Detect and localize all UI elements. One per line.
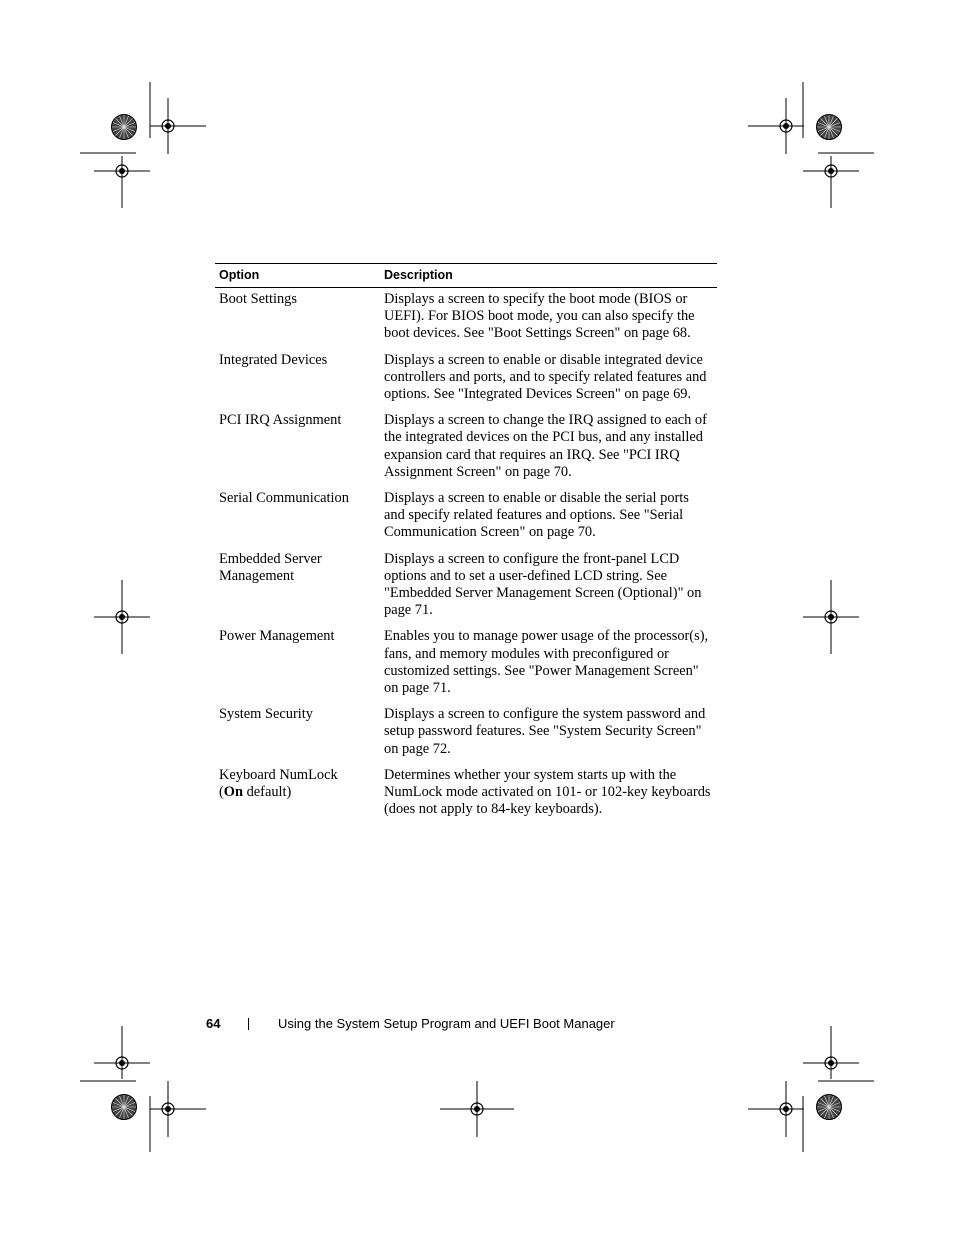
option-cell: Serial Communication xyxy=(219,490,349,507)
table-row xyxy=(215,350,717,411)
description-cell: Displays a screen to specify the boot mode (BIOS or UEFI). For BIOS boot mode, you can also specify the boot devices. See "Boot Settings Screen" on page 68. xyxy=(384,291,695,342)
option-default-value: On xyxy=(223,784,243,801)
table-header-row xyxy=(215,264,717,288)
description-cell: Enables you to manage power usage of the processor(s), fans, and memory modules with preconfigured or customized settings. See "Power Management Screen" on page 71. xyxy=(384,628,709,697)
table-row xyxy=(215,549,717,627)
options-table xyxy=(215,263,717,825)
table-row xyxy=(215,704,717,765)
option-cell: PCI IRQ Assignment xyxy=(219,412,342,429)
option-cell: Power Management xyxy=(219,628,335,645)
option-cell xyxy=(215,765,380,826)
description-cell: Determines whether your system starts up with the NumLock mode activated on 101- or 102-key keyboards (does not apply to 84-key keyboards). xyxy=(384,766,711,818)
footer-divider xyxy=(248,1018,249,1030)
table-row xyxy=(215,626,717,704)
description-cell: Displays a screen to configure the front-panel LCD options and to set a user-defined LCD string. See "Embedded Server Management Screen (Optional)" on page 71. xyxy=(384,550,702,619)
option-line1: Keyboard NumLock xyxy=(219,766,338,783)
table-row xyxy=(215,288,717,350)
footer-title: Using the System Setup Program and UEFI Boot Manager xyxy=(278,1016,615,1031)
option-default-suffix: default) xyxy=(243,784,292,801)
option-open-paren: ( xyxy=(219,784,224,801)
page-number: 64 xyxy=(206,1016,221,1031)
header-option: Option xyxy=(215,264,380,288)
option-cell: Boot Settings xyxy=(219,291,297,307)
table-row xyxy=(215,488,717,549)
table-row xyxy=(215,410,717,488)
table-row xyxy=(215,765,717,826)
header-description: Description xyxy=(380,264,717,288)
description-cell: Displays a screen to enable or disable integrated device controllers and ports, and to specify related features and options. See "Integrated Devices Screen" on page 69. xyxy=(384,351,707,403)
option-cell: Embedded Server Management xyxy=(219,550,322,584)
description-cell: Displays a screen to configure the system password and setup password features. See "System Security Screen" on page 72. xyxy=(384,706,706,757)
description-cell: Displays a screen to enable or disable the serial ports and specify related features and options. See "Serial Communication Screen" on page 70. xyxy=(384,490,689,541)
option-cell: System Security xyxy=(219,706,313,723)
option-cell: Integrated Devices xyxy=(219,351,328,368)
description-cell: Displays a screen to change the IRQ assigned to each of the integrated devices on the PCI bus, and any installed expansion card that requires an IRQ. See "PCI IRQ Assignment Screen" on page 70. xyxy=(384,412,707,480)
